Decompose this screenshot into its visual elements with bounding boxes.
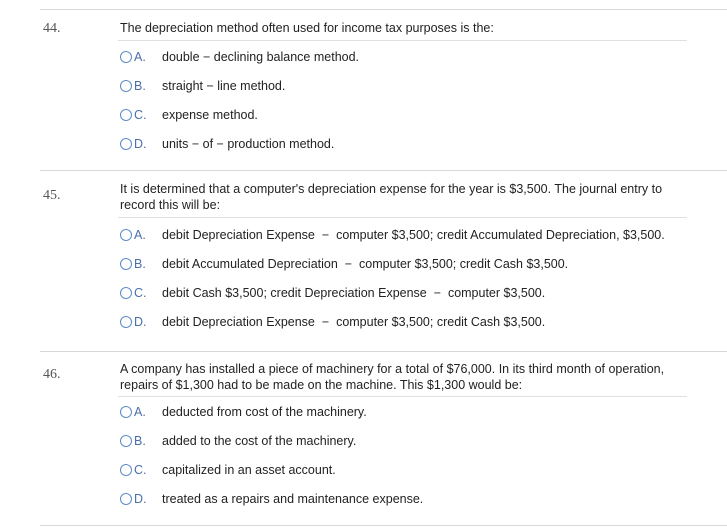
radio-icon[interactable]: [120, 258, 132, 270]
option-text: expense method.: [162, 108, 258, 122]
divider: [118, 396, 687, 397]
option-text: added to the cost of the machinery.: [162, 434, 357, 448]
question-number: 46.: [43, 367, 61, 382]
radio-icon[interactable]: [120, 138, 132, 150]
option-letter: B.: [134, 257, 146, 271]
radio-icon[interactable]: [120, 464, 132, 476]
radio-icon[interactable]: [120, 287, 132, 299]
question-number: 44.: [43, 21, 61, 36]
radio-icon[interactable]: [120, 435, 132, 447]
question-number: 45.: [43, 188, 61, 203]
option-letter: A.: [134, 228, 146, 242]
divider: [40, 351, 727, 352]
question-text: The depreciation method often used for income tax purposes is the:: [120, 21, 494, 35]
option-letter: D.: [134, 315, 147, 329]
radio-icon[interactable]: [120, 80, 132, 92]
option-text: capitalized in an asset account.: [162, 463, 336, 477]
option-text: treated as a repairs and maintenance expense.: [162, 492, 424, 506]
option-b[interactable]: [120, 78, 285, 94]
option-a[interactable]: [120, 227, 665, 243]
option-text: double − declining balance method.: [162, 50, 360, 64]
option-c[interactable]: [120, 285, 545, 301]
question-text: It is determined that a computer's depreciation expense for the year is $3,500. The journal entry to record this will be:: [120, 182, 663, 212]
option-letter: C.: [134, 463, 147, 477]
radio-icon[interactable]: [120, 406, 132, 418]
option-d[interactable]: [120, 136, 334, 152]
option-c[interactable]: [120, 462, 336, 478]
option-a[interactable]: [120, 49, 359, 65]
option-text: units − of − production method.: [162, 137, 335, 151]
option-letter: C.: [134, 286, 147, 300]
radio-icon[interactable]: [120, 109, 132, 121]
radio-icon[interactable]: [120, 229, 132, 241]
option-letter: B.: [134, 434, 146, 448]
option-d[interactable]: [120, 314, 545, 330]
radio-icon[interactable]: [120, 316, 132, 328]
option-letter: D.: [134, 492, 147, 506]
option-text: debit Depreciation Expense − computer $3,500; credit Cash $3,500.: [162, 315, 546, 329]
option-text: straight − line method.: [162, 79, 286, 93]
option-text: debit Cash $3,500; credit Depreciation Expense − computer $3,500.: [162, 286, 546, 300]
radio-icon[interactable]: [120, 493, 132, 505]
option-b[interactable]: [120, 433, 356, 449]
option-c[interactable]: [120, 107, 258, 123]
option-letter: C.: [134, 108, 147, 122]
option-text: deducted from cost of the machinery.: [162, 405, 367, 419]
divider: [40, 9, 727, 10]
option-letter: A.: [134, 50, 146, 64]
option-text: debit Accumulated Depreciation − computer $3,500; credit Cash $3,500.: [162, 257, 569, 271]
option-letter: B.: [134, 79, 146, 93]
question-text: A company has installed a piece of machinery for a total of $76,000. In its third month of operation, repairs of $1,300 had to be made on the machine. This $1,300 would be:: [120, 362, 665, 392]
option-a[interactable]: [120, 404, 367, 420]
option-letter: D.: [134, 137, 147, 151]
option-text: debit Depreciation Expense − computer $3,500; credit Accumulated Depreciation, $3,500.: [162, 228, 665, 242]
divider: [40, 170, 727, 171]
option-d[interactable]: [120, 491, 423, 507]
option-b[interactable]: [120, 256, 568, 272]
divider: [40, 525, 727, 526]
divider: [118, 217, 687, 218]
radio-icon[interactable]: [120, 51, 132, 63]
option-letter: A.: [134, 405, 146, 419]
divider: [118, 40, 687, 41]
